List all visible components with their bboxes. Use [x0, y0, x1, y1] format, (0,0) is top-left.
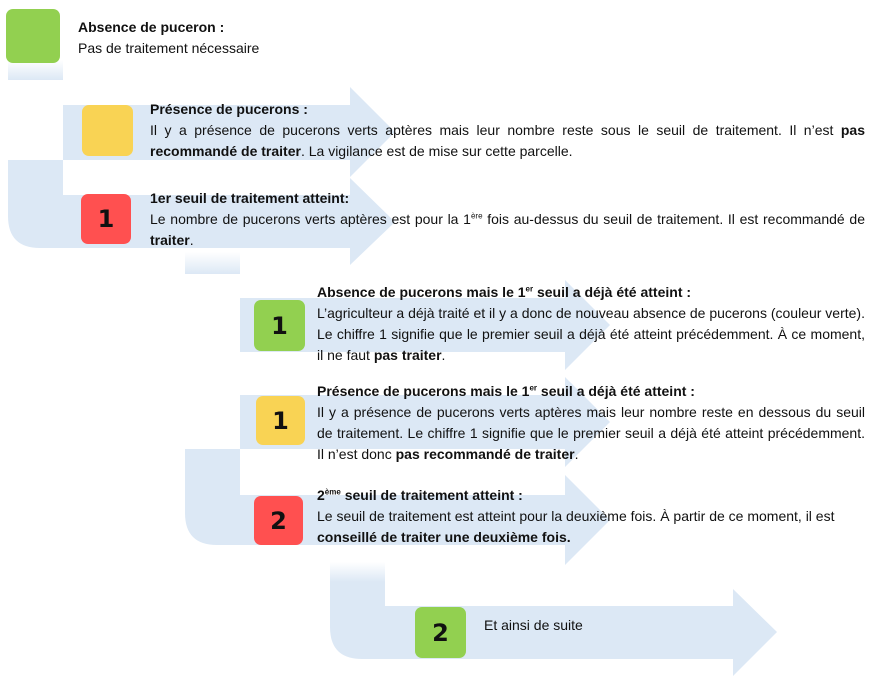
step-title: Présence de pucerons : — [150, 101, 308, 117]
superscript: er — [525, 284, 534, 294]
status-badge-absence-after-first — [254, 300, 305, 351]
arrow-stem-1 — [8, 60, 63, 80]
badge-number: 2 — [270, 506, 287, 535]
badge-number: 1 — [271, 311, 288, 340]
status-badge-and-so-on — [415, 607, 466, 658]
superscript: ème — [324, 487, 341, 497]
step-body — [317, 303, 865, 366]
step-body — [150, 209, 865, 251]
title-text: seuil a déjà été atteint : — [533, 284, 692, 300]
step-title: 1er seuil de traitement atteint: — [150, 190, 350, 206]
title-text: 2 — [317, 487, 325, 503]
body-text: fois au-dessus du seuil de traitement. Il est recommandé de — [482, 211, 865, 227]
badge-number: 1 — [272, 406, 289, 435]
title-text: Absence de pucerons mais le 1 — [317, 284, 526, 300]
body-emphasis: pas recommandé de traiter — [395, 446, 575, 462]
body-emphasis: pas traiter — [373, 347, 442, 363]
arrow-stem-2 — [185, 252, 240, 274]
step-first-threshold — [150, 188, 865, 251]
step-title: Absence de puceron : — [78, 19, 225, 35]
status-badge-first-threshold — [81, 194, 131, 244]
step-presence-after-first — [317, 381, 865, 465]
step-second-threshold — [317, 485, 865, 548]
step-body: Pas de traitement nécessaire — [78, 40, 260, 56]
step-and-so-on — [484, 615, 734, 636]
body-text: . — [189, 232, 194, 248]
status-badge-presence-after-first — [256, 396, 305, 445]
superscript: ère — [470, 211, 483, 221]
body-text: . — [574, 446, 579, 462]
step-body — [317, 402, 865, 465]
superscript: er — [529, 383, 538, 393]
step-body — [317, 506, 865, 548]
body-text: Le seuil de traitement est atteint pour la deuxième fois. À partir de ce moment, il est — [317, 508, 835, 524]
step-body: Et ainsi de suite — [484, 617, 583, 633]
body-text: L’agriculteur a déjà traité et il y a donc de nouveau absence de pucerons (couleur verte). Le chiffre 1 signifie que le premier seuil a déjà été atteint précédemment. À ce moment, il ne faut — [317, 305, 865, 363]
badge-number: 1 — [97, 205, 115, 233]
badge-number: 2 — [432, 618, 449, 647]
title-text: seuil de traitement atteint : — [340, 487, 523, 503]
step-title — [317, 381, 865, 402]
step-body — [150, 120, 865, 162]
step-absence — [78, 17, 378, 59]
step-absence-after-first — [317, 282, 865, 366]
body-text: Il y a présence de pucerons verts aptères mais leur nombre reste sous le seuil de traitement. Il n’est — [150, 122, 841, 138]
status-badge-second-threshold — [254, 496, 303, 545]
body-text: Il y a présence de pucerons verts aptères mais leur nombre reste en dessous du seuil de traitement. Le chiffre 1 signifie que le premier seuil a déjà été atteint précédemment. Il n’est donc — [317, 404, 865, 462]
step-presence — [150, 99, 865, 162]
status-badge-presence — [82, 105, 133, 156]
title-text: Présence de pucerons mais le 1 — [317, 383, 530, 399]
title-text: seuil a déjà été atteint : — [537, 383, 695, 399]
step-title — [317, 282, 865, 303]
arrow-stem-3 — [330, 562, 385, 582]
body-text: . La vigilance est de mise sur cette parcelle. — [300, 143, 573, 159]
body-emphasis: traiter — [150, 232, 190, 248]
body-emphasis: conseillé de traiter une deuxième fois. — [317, 529, 571, 545]
status-badge-absence — [6, 9, 60, 63]
body-text: Le nombre de pucerons verts aptères est pour la 1 — [150, 211, 471, 227]
body-emphasis: pas recommandé de traiter — [150, 122, 865, 159]
step-title — [317, 485, 865, 506]
body-text: . — [441, 347, 446, 363]
